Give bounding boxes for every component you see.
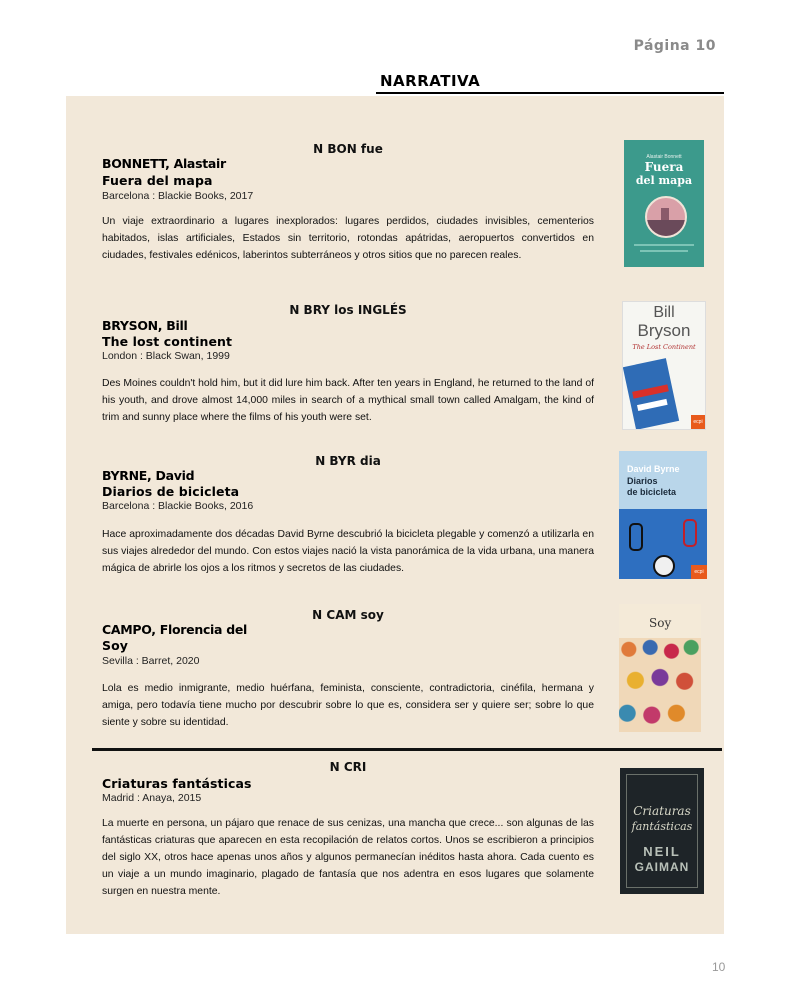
call-number: N BYR dia [315,454,381,468]
cover-mailbox-illustration [623,358,679,430]
section-divider [92,748,722,751]
cover-title-line-1: Fuera [644,160,684,174]
book-entry [102,140,594,285]
book-cover-criaturas-fantasticas [620,768,704,894]
cover-name-line-1: NEIL [643,844,681,859]
book-entry [102,606,594,736]
book-description: Un viaje extraordinario a lugares inexplorados: lugares perdidos, ciudades invisibles, cementerios habitados, islas artificiales, Estados sin territorio, rotondas apátridas, aeropuertos convertidos en ciudades, festivales edénicos, laberintos subterráneos y otros sitios que no parecen reales. [102,216,594,261]
book-author: CAMPO, Florencia del [102,622,248,637]
cover-title-line-1: Criaturas [633,804,691,818]
section-rule [376,92,724,94]
book-entry [102,302,594,432]
book-author: BYRNE, David [102,468,195,483]
book-cover-soy [619,604,701,732]
cover-author: Alastair Bonnett [646,154,682,160]
book-title: Fuera del mapa [102,173,213,188]
book-description: La muerte en persona, un pájaro que renace de sus cenizas, una mancha que crece... son algunas de las fantásticas criaturas que aparecen en esta recopilación de relatos cortos. Unos se escribieron a principios del siglo XX, otros hace apenas unos años y algunos permanecían inéditos hasta ahora. Cada cuento es un viaje a un mundo imaginario, plagado de fantasía que nos adentra en esos lugares que solamente surgen en nuestra mente. [102,818,594,897]
page-label: Página 10 [633,38,716,54]
call-number: N BON fue [313,142,383,156]
book-imprint: Barcelona : Blackie Books, 2016 [102,500,254,512]
cover-name-line-2: GAIMAN [634,860,690,874]
book-cover-the-lost-continent [622,301,706,430]
book-title: Diarios de bicicleta [102,484,240,499]
cover-publisher: ecpi [691,415,705,429]
book-author: BRYSON, Bill [102,318,188,333]
book-imprint: London : Black Swan, 1999 [102,350,230,362]
section-title: NARRATIVA [380,72,481,90]
cover-publisher: ecpi [691,565,707,579]
book-entry [102,758,594,898]
cover-title-line-2: de bicicleta [627,487,677,497]
cover-title-line-2: del mapa [635,174,693,187]
book-imprint: Madrid : Anaya, 2015 [102,792,202,804]
footer-page-number: 10 [712,960,726,974]
cover-author: David Byrne [627,464,680,474]
book-imprint: Sevilla : Barret, 2020 [102,655,200,667]
book-cover-diarios-de-bicicleta [619,451,707,579]
call-number: N BRY los INGLÉS [289,303,407,317]
cover-title-line-1: Diarios [627,476,658,486]
cover-author-line-2: Bryson [637,321,691,340]
cover-title: The Lost Continent [632,343,696,351]
call-number: N CRI [329,760,367,774]
book-author: BONNETT, Alastair [102,156,226,171]
cover-map-illustration [645,196,687,238]
call-number: N CAM soy [312,608,384,622]
book-title: The lost continent [102,334,233,349]
book-cover-fuera-del-mapa [624,140,704,267]
cover-title-line-2: fantásticas [631,820,693,833]
book-imprint: Barcelona : Blackie Books, 2017 [102,190,254,202]
book-description: Des Moines couldn't hold him, but it did lure him back. After ten years in England, he returned to the land of his youth, and drove almost 14,000 miles in search of a mythical small town called Amalgam, the kind of trim and sunny place where the films of his youth were set. [102,378,594,423]
book-description: Lola es medio inmigrante, medio huérfana, feminista, consciente, contradictoria, cinéfila, hermana y amiga, pero todavía tiene mucho por descubrir sobre lo que es, considera ser y quiere ser; sobre lo que siente y sobre su identidad. [102,683,594,728]
book-title: Criaturas fantásticas [102,776,252,791]
book-title: Soy [102,638,129,653]
cover-author-line-1: Bill [653,304,675,321]
cover-crowd-illustration [619,638,701,732]
book-description: Hace aproximadamente dos décadas David Byrne descubrió la bicicleta plegable y comenzó a utilizarla en sus viajes alrededor del mundo. Con estos viajes nació la vista panorámica de la vida urbana, una manera mágica de abrirle los ojos a los ritmos y secretos de las ciudades. [102,529,594,574]
cover-title: Soy [649,616,672,630]
book-entry [102,452,594,582]
